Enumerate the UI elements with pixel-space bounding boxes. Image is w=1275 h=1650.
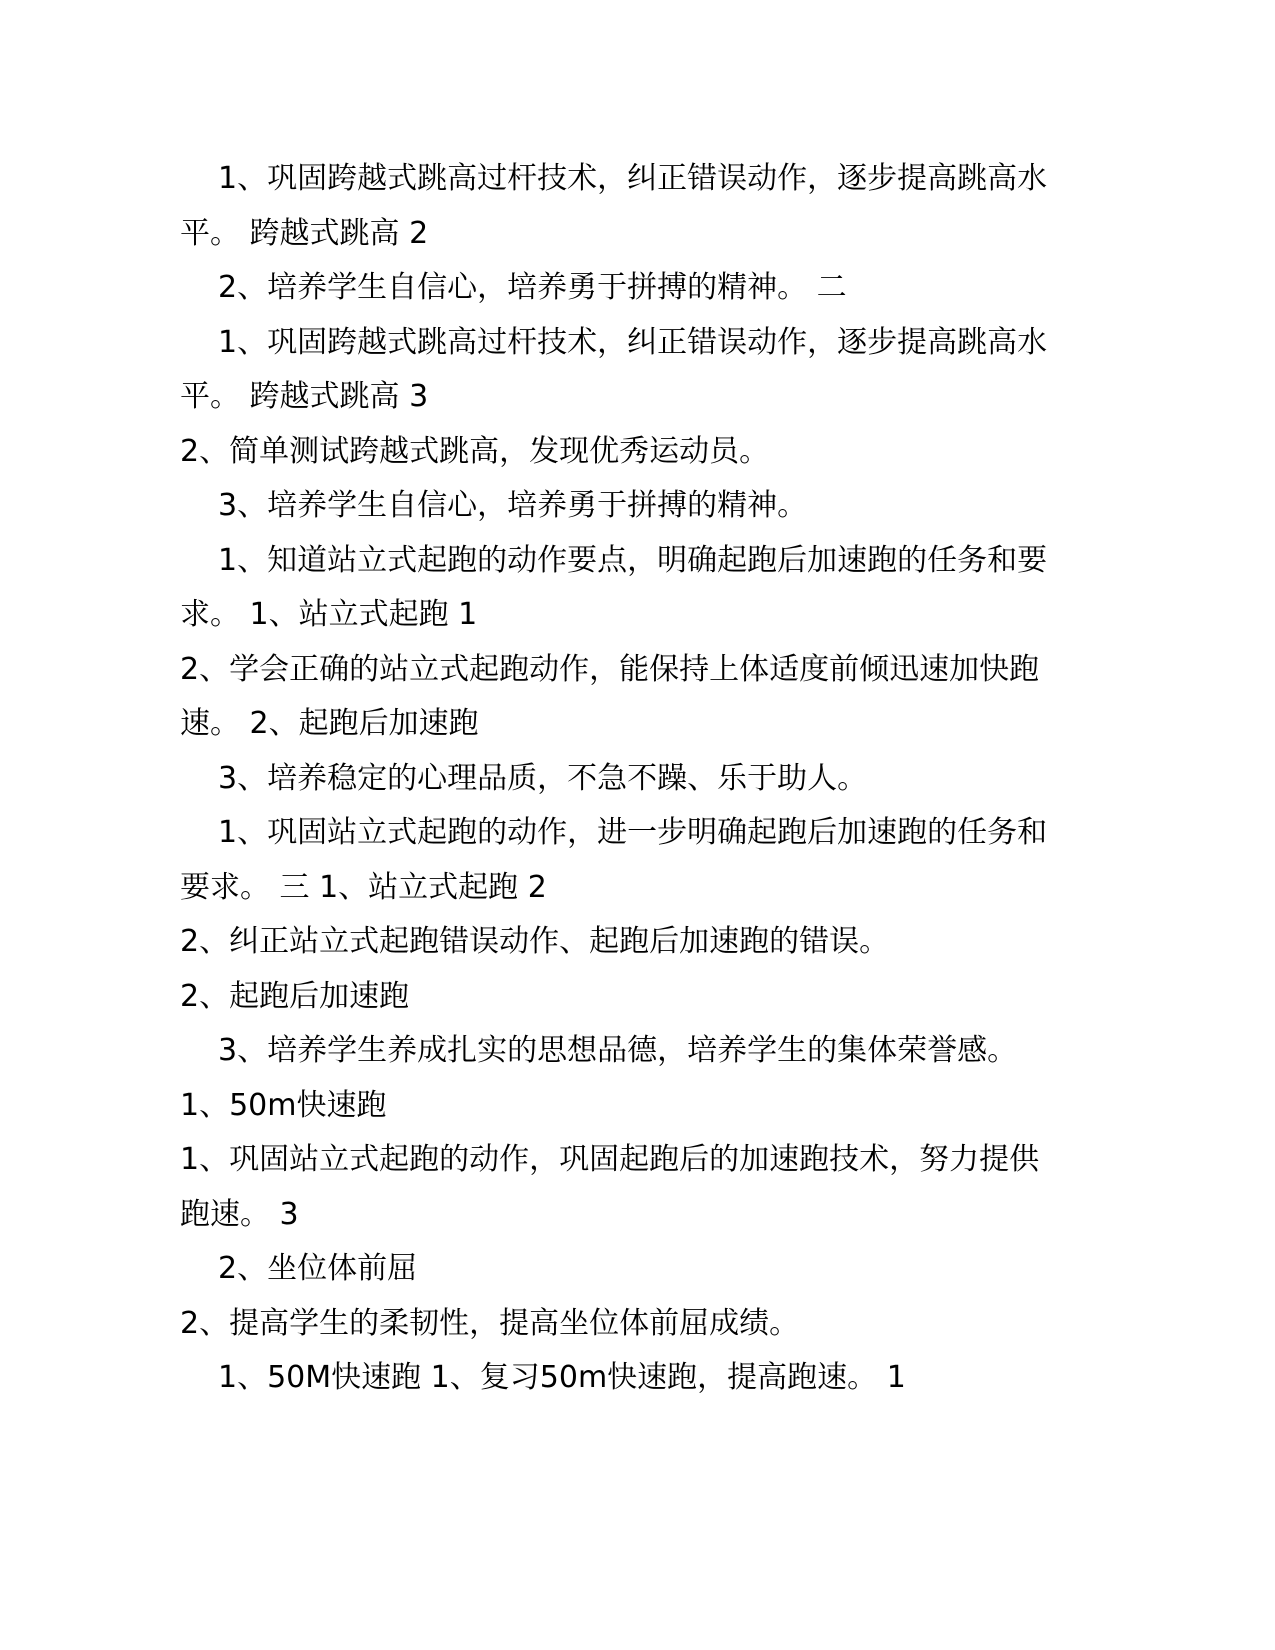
paragraph: 1、巩固跨越式跳高过杆技术，纠正错误动作，逐步提高跳高水平。 跨越式跳高 2 <box>180 161 1048 251</box>
paragraph: 2、起跑后加速跑 <box>180 978 410 1014</box>
paragraph: 1、知道站立式起跑的动作要点，明确起跑后加速跑的任务和要求。 1、站立式起跑 1 <box>180 542 1048 632</box>
paragraph: 1、巩固站立式起跑的动作，进一步明确起跑后加速跑的任务和要求。 三 1、站立式起跑 2 <box>180 815 1048 905</box>
paragraph: 3、培养学生自信心，培养勇于拼搏的精神。 <box>218 488 808 523</box>
document-body <box>180 152 1050 1406</box>
paragraph: 2、提高学生的柔韧性，提高坐位体前屈成绩。 <box>180 1305 800 1341</box>
paragraph: 2、纠正站立式起跑错误动作、起跑后加速跑的错误。 <box>180 924 890 959</box>
paragraph: 1、50M快速跑 1、复习50m快速跑，提高跑速。 1 <box>218 1360 906 1395</box>
paragraph: 3、培养稳定的心理品质，不急不躁、乐于助人。 <box>218 760 868 796</box>
paragraph: 2、简单测试跨越式跳高，发现优秀运动员。 <box>180 433 770 469</box>
paragraph: 2、坐位体前屈 <box>218 1251 418 1286</box>
paragraph: 1、巩固站立式起跑的动作，巩固起跑后的加速跑技术，努力提供跑速。 3 <box>180 1142 1040 1232</box>
paragraph: 2、学会正确的站立式起跑动作，能保持上体适度前倾迅速加快跑速。 2、起跑后加速跑 <box>180 651 1040 741</box>
paragraph: 1、巩固跨越式跳高过杆技术，纠正错误动作，逐步提高跳高水平。 跨越式跳高 3 <box>180 324 1048 414</box>
paragraph: 3、培养学生养成扎实的思想品德，培养学生的集体荣誉感。 1、50m快速跑 <box>180 1033 1018 1123</box>
paragraph: 2、培养学生自信心，培养勇于拼搏的精神。 二 <box>218 270 847 305</box>
